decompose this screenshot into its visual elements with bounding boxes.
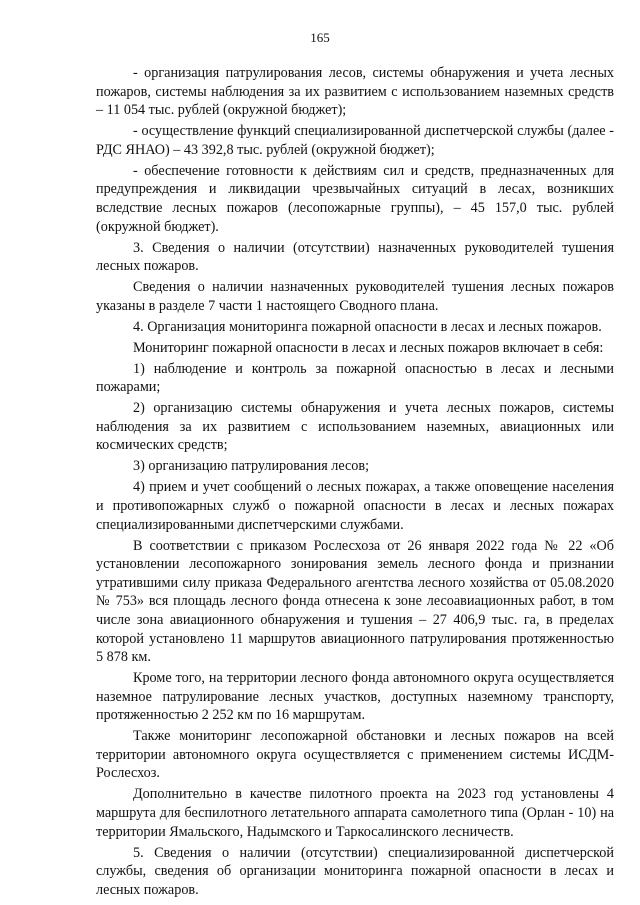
list-item-2: 2) организацию системы обнаружения и учета лесных пожаров, системы наблюдения за их развитием с использованием наземных, авиационных или космических средств; bbox=[96, 400, 614, 454]
section-4-heading: 4. Организация мониторинга пожарной опасности в лесах и лесных пожаров. bbox=[133, 318, 602, 335]
paragraph-patrol-funding: - организация патрулирования лесов, системы обнаружения и учета лесных пожаров, системы наблюдения за их развитием с использованием наземных средств – 11 054 тыс. рублей (окружной бюджет); bbox=[96, 65, 614, 119]
list-item-3: 3) организацию патрулирования лесов; bbox=[133, 458, 370, 475]
section-3-heading: 3. Сведения о наличии (отсутствии) назначенных руководителей тушения лесных пожаров. bbox=[96, 239, 614, 275]
paragraph-rosleshoz-order: В соответствии с приказом Рослесхоза от 26 января 2022 года № 22 «Об установлении лесопожарного зонирования земель лесного фонда и признании утратившими силу приказа Федерального агентства лесного хозяйства от 05.08.2020 № 753» вся площадь лесного фонда отнесена к зоне лесоавиационных работ, в том числе зона авиационного обнаружения и тушения – 27 406,9 тыс. га, в пределах которой установлено 11 маршрутов авиационного патрулирования протяженностью 5 878 км. bbox=[96, 537, 614, 666]
paragraph-ground-patrol: Кроме того, на территории лесного фонда автономного округа осуществляется наземное патрулирование лесных участков, доступных наземному транспорту, протяженностью 2 252 км по 16 маршрутам. bbox=[96, 670, 614, 724]
paragraph-pilot-project: Дополнительно в качестве пилотного проекта на 2023 год установлены 4 маршрута для беспилотного летательного аппарата самолетного типа (Орлан - 10) на территории Ямальского, Надымского и Таркосалинского лесничеств. bbox=[96, 786, 614, 840]
paragraph-fire-leaders: Сведения о наличии назначенных руководителей тушения лесных пожаров указаны в разделе 7 части 1 настоящего Сводного плана. bbox=[96, 279, 614, 314]
document-body bbox=[96, 64, 614, 902]
list-item-4: 4) прием и учет сообщений о лесных пожарах, а также оповещение населения и противопожарных служб о пожарной опасности в лесах и лесных пожарах специализированными диспетчерскими службами. bbox=[96, 479, 614, 533]
section-5-heading: 5. Сведения о наличии (отсутствии) специализированной диспетчерской службы, сведения об организации мониторинга пожарной опасности в лесах и лесных пожаров. bbox=[96, 844, 614, 898]
list-item-1: 1) наблюдение и контроль за пожарной опасностью в лесах и лесными пожарами; bbox=[96, 360, 614, 396]
paragraph-monitoring-intro: Мониторинг пожарной опасности в лесах и лесных пожаров включает в себя: bbox=[133, 339, 604, 356]
paragraph-isdm-system: Также мониторинг лесопожарной обстановки и лесных пожаров на всей территории автономного округа осуществляется с применением системы ИСДМ-Рослесхоз. bbox=[96, 728, 614, 782]
paragraph-dispatch-funding: - осуществление функций специализированной диспетчерской службы (далее - РДС ЯНАО) – 43 392,8 тыс. рублей (окружной бюджет); bbox=[96, 123, 614, 158]
page-number: 165 bbox=[310, 30, 330, 45]
paragraph-readiness-funding: - обеспечение готовности к действиям сил и средств, предназначенных для предупреждения и ликвидации чрезвычайных ситуаций в лесах, возникших вследствие лесных пожаров (лесопожарные группы), – 45 157,0 тыс. рублей (окружной бюджет). bbox=[96, 162, 614, 235]
